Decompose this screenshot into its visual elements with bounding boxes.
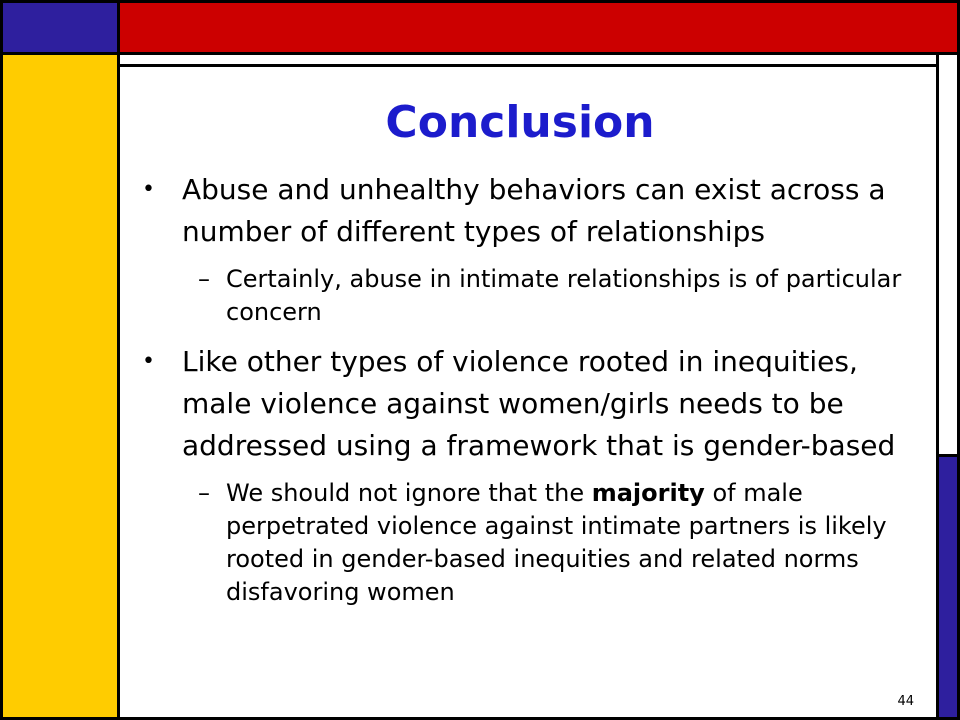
bullet-text: Like other types of violence rooted in inequities, male violence against women/girls needs to be addressed using a framework that is gender-based bbox=[182, 345, 896, 462]
bullet-list bbox=[140, 169, 930, 621]
bullet-item bbox=[140, 169, 930, 253]
decor-top-line bbox=[117, 52, 939, 55]
sub-bullet-item bbox=[140, 477, 930, 609]
sub-bullet-text: Certainly, abuse in intimate relationships is of particular concern bbox=[226, 265, 902, 326]
decor-red-bar-top bbox=[117, 0, 960, 55]
sub-bullet-text-pre: We should not ignore that the bbox=[226, 479, 592, 507]
bullet-dot: • bbox=[142, 177, 155, 202]
sub-bullet-item bbox=[140, 263, 930, 329]
bullet-text: Abuse and unhealthy behaviors can exist across a number of different types of relationships bbox=[182, 173, 886, 248]
bullet-dot: • bbox=[142, 349, 155, 374]
sub-bullet-text-bold: majority bbox=[591, 479, 705, 507]
sub-bullet-dash: – bbox=[198, 479, 210, 507]
sub-bullet-dash: – bbox=[198, 265, 210, 293]
decor-yellow-bar-left bbox=[0, 52, 120, 720]
decor-white-bar-right bbox=[936, 52, 960, 457]
slide-content bbox=[120, 67, 936, 717]
page-number: 44 bbox=[897, 694, 914, 709]
bullet-item bbox=[140, 341, 930, 467]
decor-blue-bar-right bbox=[936, 454, 960, 720]
sub-bullet-text-post: of male perpetrated violence against intimate partners is likely rooted in gender-based inequities and related norms disfavoring women bbox=[226, 479, 887, 606]
slide-title: Conclusion bbox=[385, 97, 655, 148]
decor-blue-block-top-left bbox=[0, 0, 120, 55]
